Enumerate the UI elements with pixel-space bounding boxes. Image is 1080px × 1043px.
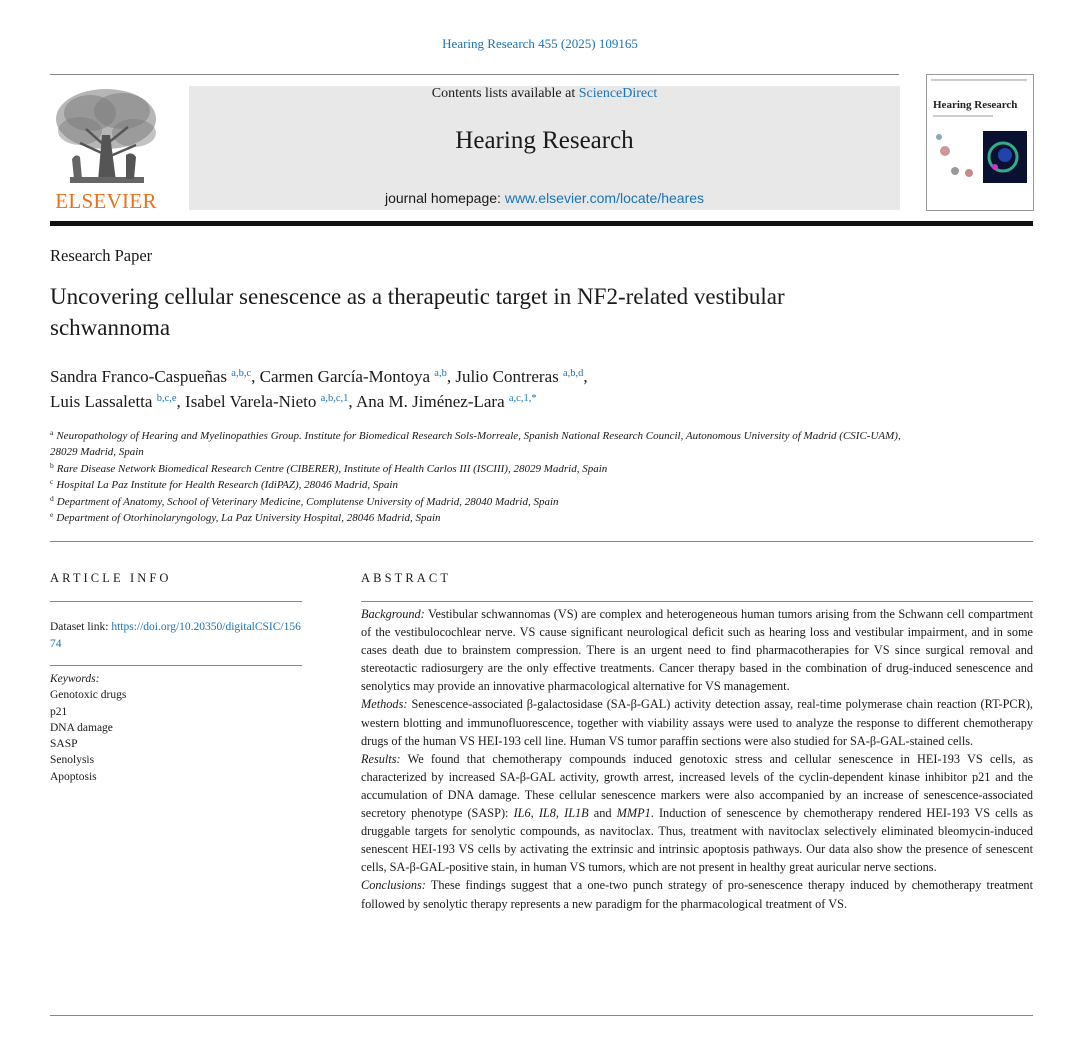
affiliation-text: Neuropathology of Hearing and Myelinopathies Group. Institute for Biomedical Research Sols-Morreale, Spanish National Research Council, Autonomous University of Madrid (CSIC-UAM), 28029 Madrid, Spain <box>50 430 901 459</box>
homepage-link[interactable]: www.elsevier.com/locate/heares <box>504 190 705 206</box>
affiliation-item <box>50 510 930 526</box>
tree-logo-icon <box>50 85 162 191</box>
affiliation-key: b <box>50 460 54 470</box>
affiliation-key: d <box>50 493 54 503</box>
affiliation-item <box>50 461 930 477</box>
abstract-heading: ABSTRACT <box>361 571 452 585</box>
keyword-item: DNA damage <box>50 721 113 734</box>
author-affiliation-marks[interactable]: b,c,e <box>156 393 177 404</box>
author-affiliation-marks[interactable]: a,b,c <box>231 368 252 379</box>
results-text-cont: . Induction of senescence by chemotherapy rendered HEI-193 VS cells as druggable targets for senolytic compounds, as navitoclax. Thus, treatment with navitoclax selectively eliminated bleomycin-induced senescent HEI-193 VS cells by activating the extrinsic and intrinsic apoptosis pathways. Our data also show the presence of senescent cells, SA-β-GAL-positive stain, in human VS tumors, which are not present in healthy great auricular nerve sections. <box>361 806 1034 875</box>
gene-name: MMP1 <box>616 806 651 821</box>
cover-title: Hearing Research <box>933 99 1018 111</box>
author-separator: , <box>446 367 456 386</box>
abstract-body <box>361 605 1033 913</box>
dataset-link[interactable]: https://doi.org/10.20350/digitalCSIC/15674 <box>50 621 301 650</box>
author-separator: , <box>176 392 186 411</box>
methods-label: Methods: <box>361 697 408 712</box>
affiliation-key: a <box>50 428 54 437</box>
article-info-divider <box>50 601 302 602</box>
gene-name: IL8 <box>538 806 556 821</box>
author-name: Sandra Franco-Caspueñas <box>50 367 228 386</box>
gene-name: IL1B <box>564 806 589 821</box>
keywords-block <box>50 671 302 785</box>
results-text: We found that chemotherapy compounds induced genotoxic stress and cellular senescence in HEI-193 VS cells, as characterized by increased SA-β-GAL activity, growth arrest, increased levels of the cyclin-dependent kinase inhibitor p21 and the accumulation of DNA damage. These cellular senescence markers were also accompanied by an increase of senescence-associated secretory phenotype (SASP): <box>361 751 1034 821</box>
affiliation-list <box>50 428 930 526</box>
journal-cover-thumbnail[interactable] <box>926 74 1034 211</box>
author-name: Carmen García-Montoya <box>259 367 431 386</box>
author-name: Julio Contreras <box>455 367 559 386</box>
affiliation-item <box>50 494 930 510</box>
abstract-background <box>361 605 1033 695</box>
affiliation-item <box>50 428 930 461</box>
conclusions-label: Conclusions: <box>361 878 426 893</box>
article-info-heading: ARTICLE INFO <box>50 571 172 585</box>
keyword-item: SASP <box>50 738 78 751</box>
keyword-item: Senolysis <box>50 754 95 767</box>
author-name: Luis Lassaletta <box>50 392 153 411</box>
background-label: Background: <box>361 607 425 621</box>
section-divider <box>50 541 1033 542</box>
author-affiliation-marks[interactable]: a,c,1,* <box>508 393 537 404</box>
contents-prefix: Contents lists available at <box>431 86 579 101</box>
author-affiliation-marks[interactable]: a,b <box>434 368 447 379</box>
keywords-label: Keywords: <box>50 673 100 685</box>
results-label: Results: <box>361 751 401 766</box>
dataset-label: Dataset link: <box>50 621 112 633</box>
elsevier-logo <box>50 85 162 213</box>
author-separator: , <box>251 367 260 386</box>
abstract-conclusions <box>361 876 1033 912</box>
author-name: Ana M. Jiménez-Lara <box>355 392 505 411</box>
background-text: Vestibular schwannomas (VS) are complex and heterogeneous human tumors arising from the Schwann cell compartment of the vestibulocochlear nerve. VS cause significant neurological deficit such as hearing loss and vestibular impairment, and in some cases death due to brainstem compression. There is an urgent need to find pharmacotherapies for VS since surgical removal and stereotactic radiosurgery are the only effective treatments. Cancer therapy based in the combination of drug-induced senescence and senolytics may provide an innovative pharmacological alternative for VS management. <box>361 607 1033 694</box>
keyword-item: Genotoxic drugs <box>50 689 127 702</box>
journal-citation[interactable]: Hearing Research 455 (2025) 109165 <box>442 36 638 51</box>
journal-name: Hearing Research <box>455 127 634 154</box>
keyword-item: Apoptosis <box>50 770 97 783</box>
affiliation-text: Department of Anatomy, School of Veterinary Medicine, Complutense University of Madrid, 28040 Madrid, Spain <box>56 495 559 508</box>
conclusions-text: These findings suggest that a one-two punch strategy of pro-senescence therapy induced by chemotherapy treatment followed by senolytic therapy represents a new paradigm for the pharmacological treatment of VS. <box>361 878 1033 911</box>
header-rule <box>50 221 1033 226</box>
sciencedirect-link[interactable]: ScienceDirect <box>578 86 658 101</box>
keywords-divider <box>50 665 302 666</box>
publisher-name: ELSEVIER <box>55 189 157 213</box>
affiliation-text: Department of Otorhinolaryngology, La Paz University Hospital, 28046 Madrid, Spain <box>56 512 441 525</box>
methods-text: Senescence-associated β-galactosidase (SA-β-GAL) activity detection assay, real-time polymerase chain reaction (RT-PCR), western blotting and immunofluorescence, together with viability assays were used to analyze the response to different chemotherapy drugs of the human VS HEI-193 cell line. Human VS tumor paraffin sections were also studied for SA-β-GAL-stained cells. <box>361 697 1033 748</box>
top-divider <box>50 74 899 75</box>
contents-line <box>189 86 900 102</box>
affiliation-text: Hospital La Paz Institute for Health Research (IdiPAZ), 28046 Madrid, Spain <box>56 479 398 492</box>
dataset-link-block <box>50 619 302 652</box>
author-separator: , <box>348 392 356 411</box>
article-type: Research Paper <box>50 246 153 265</box>
bottom-divider <box>50 1015 1033 1016</box>
author-separator: , <box>583 367 588 386</box>
author-list <box>50 364 1030 414</box>
author-name: Isabel Varela-Nieto <box>185 392 317 411</box>
affiliation-text: Rare Disease Network Biomedical Research Centre (CIBERER), Institute of Health Carlos III (ISCIII), 28029 Madrid, Spain <box>56 462 608 475</box>
article-title: Uncovering cellular senescence as a therapeutic target in NF2-related vestibular schwannoma <box>50 284 785 340</box>
gene-name: IL6 <box>513 806 531 821</box>
abstract-results: Results: We found that chemotherapy compounds induced genotoxic stress and cellular senescence in HEI-193 VS cells, as characterized by increased SA-β-GAL activity, growth arrest, increased levels of the cyclin-dependent kinase inhibitor p21 and the accumulation of DNA damage. These cellular senescence markers were also accompanied by an increase of senescence-associated secretory phenotype (SASP): IL6, IL8, IL1B and MMP1. Induction of senescence by chemotherapy rendered HEI-193 VS cells as druggable targets for senolytic compounds, as navitoclax. Thus, treatment with navitoclax selectively eliminated bleomycin-induced senescent HEI-193 VS cells by activating the extrinsic and intrinsic apoptosis pathways. Our data also show the presence of senescent cells, SA-β-GAL-positive stain, in human VS tumors, which are not present in healthy great auricular nerve sections. <box>361 751 1034 875</box>
abstract-methods <box>361 695 1033 749</box>
affiliation-key: c <box>50 477 54 487</box>
keyword-item: p21 <box>50 705 68 718</box>
affiliation-key: e <box>50 510 54 520</box>
author-affiliation-marks[interactable]: a,b,d <box>562 368 584 379</box>
abstract-divider <box>361 601 1033 602</box>
homepage-line <box>189 190 900 206</box>
affiliation-item <box>50 477 930 493</box>
cover-illustration-icon <box>933 131 1027 183</box>
homepage-prefix: journal homepage: <box>384 190 505 206</box>
author-affiliation-marks[interactable]: a,b,c,1 <box>320 393 349 404</box>
